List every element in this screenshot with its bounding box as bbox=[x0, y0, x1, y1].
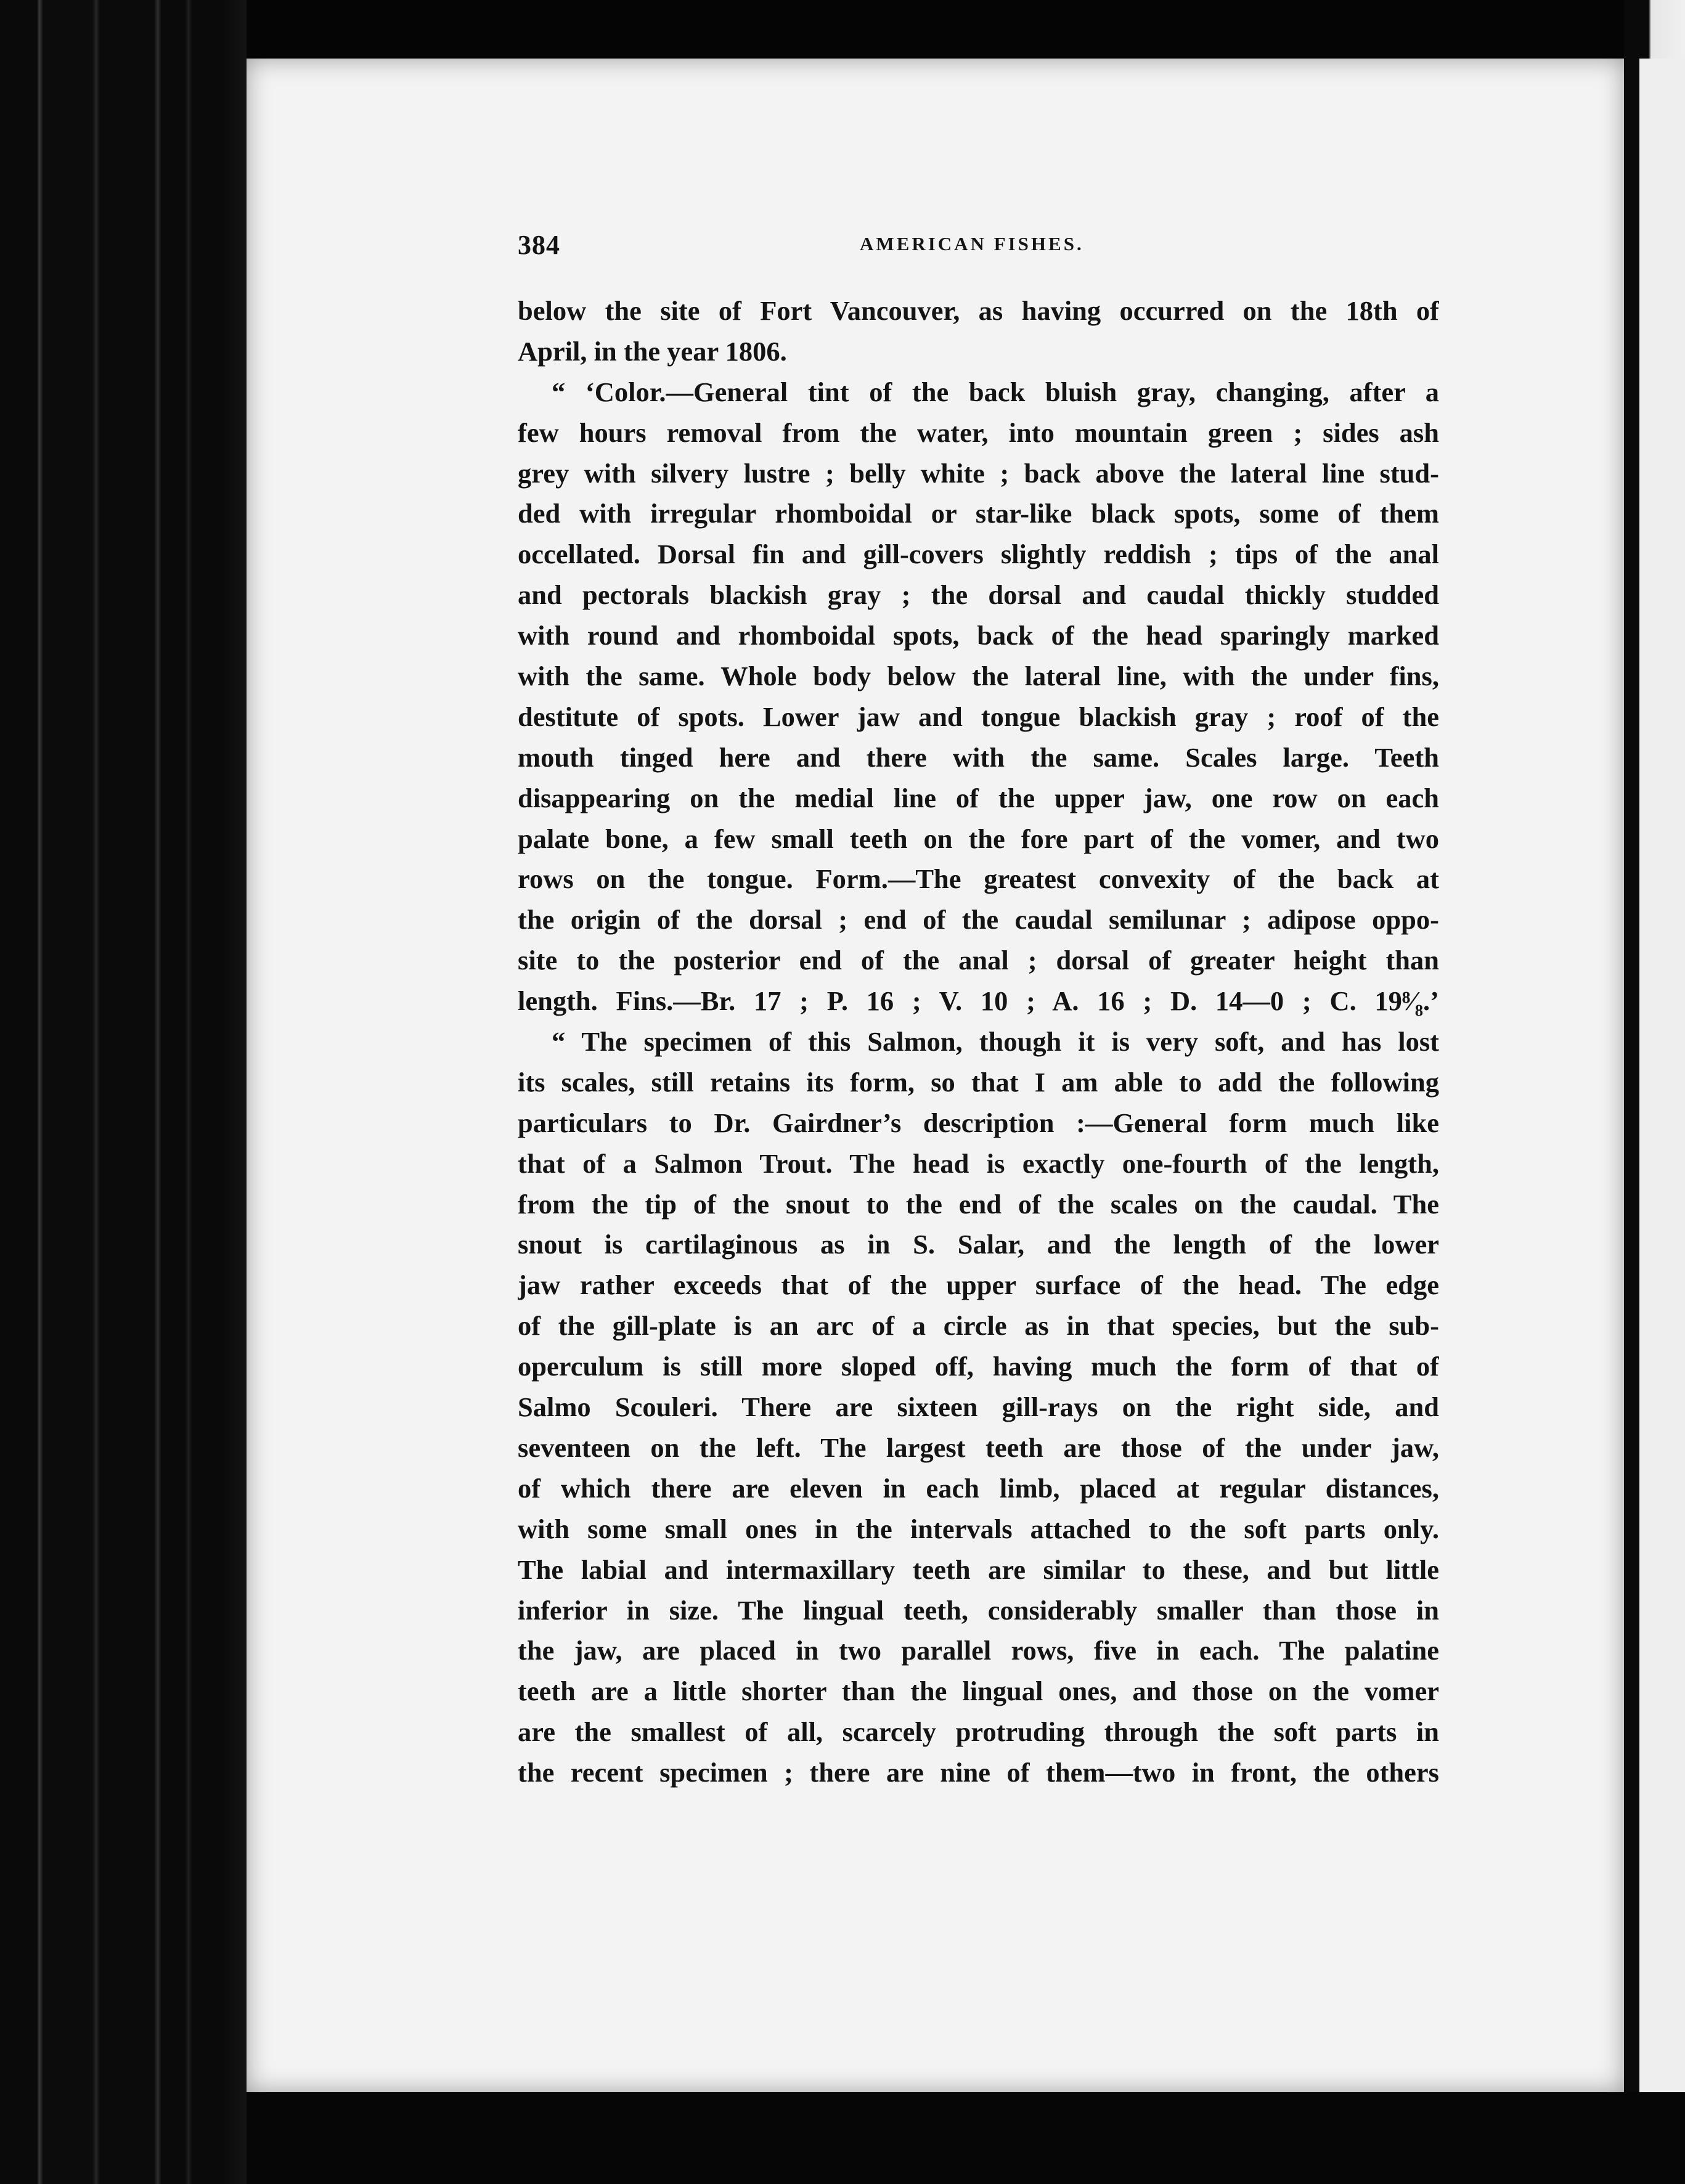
text-line: site to the posterior end of the anal ; dorsal of greater height than bbox=[518, 945, 1439, 976]
text-line: occellated. Dorsal fin and gill-covers slightly reddish ; tips of the anal bbox=[518, 539, 1439, 570]
text-line: April, in the year 1806. bbox=[518, 335, 787, 367]
text-line: from the tip of the snout to the end of the scales on the caudal. The bbox=[518, 1188, 1439, 1220]
text-line: destitute of spots. Lower jaw and tongue blackish gray ; roof of the bbox=[518, 701, 1439, 732]
text-line: the recent specimen ; there are nine of them—two in front, the others bbox=[518, 1757, 1439, 1788]
text-line: operculum is still more sloped off, having much the form of that of bbox=[518, 1351, 1439, 1382]
text-line: and pectorals blackish gray ; the dorsal and caudal thickly studded bbox=[518, 579, 1439, 611]
text-line: of which there are eleven in each limb, placed at regular distances, bbox=[518, 1472, 1439, 1504]
text-line: few hours removal from the water, into mountain green ; sides ash bbox=[518, 417, 1439, 448]
text-line: Salmo Scouleri. There are sixteen gill-rays on the right side, and bbox=[518, 1391, 1439, 1423]
text-line: “ ‘Color.—General tint of the back bluish gray, changing, after a bbox=[552, 376, 1439, 407]
text-line: The labial and intermaxillary teeth are similar to these, and but little bbox=[518, 1554, 1439, 1585]
text-line: particulars to Dr. Gairdner’s description :—General form much like bbox=[518, 1107, 1439, 1138]
text-line: palate bone, a few small teeth on the fore part of the vomer, and two bbox=[518, 823, 1439, 854]
text-line: of the gill-plate is an arc of a circle as in that species, but the sub- bbox=[518, 1310, 1439, 1342]
bottom-shadow bbox=[247, 2092, 1685, 2184]
running-title: AMERICAN FISHES. bbox=[860, 233, 1084, 255]
text-line: with round and rhomboidal spots, back of the head sparingly marked bbox=[518, 620, 1439, 651]
facing-page-margin bbox=[1639, 59, 1685, 2092]
text-line: the jaw, are placed in two parallel rows, five in each. The palatine bbox=[518, 1635, 1439, 1666]
text-line: teeth are a little shorter than the lingual ones, and those on the vomer bbox=[518, 1676, 1439, 1707]
text-line: rows on the tongue. Form.—The greatest convexity of the back at bbox=[518, 863, 1439, 895]
text-line: length. Fins.—Br. 17 ; P. 16 ; V. 10 ; A. 16 ; D. 14—0 ; C. 19⁸⁄₈.’ bbox=[518, 985, 1439, 1017]
text-line: jaw rather exceeds that of the upper surface of the head. The edge bbox=[518, 1269, 1439, 1301]
body-text bbox=[518, 291, 1439, 1793]
text-line: its scales, still retains its form, so that I am able to add the following bbox=[518, 1066, 1439, 1098]
text-line: grey with silvery lustre ; belly white ; back above the lateral line stud- bbox=[518, 457, 1439, 489]
page-number: 384 bbox=[518, 230, 560, 260]
page-header bbox=[518, 229, 1439, 272]
text-line: disappearing on the medial line of the upper jaw, one row on each bbox=[518, 782, 1439, 813]
text-line: inferior in size. The lingual teeth, considerably smaller than those in bbox=[518, 1594, 1439, 1626]
text-line: with some small ones in the intervals attached to the soft parts only. bbox=[518, 1513, 1439, 1544]
text-line: the origin of the dorsal ; end of the caudal semilunar ; adipose oppo- bbox=[518, 904, 1439, 935]
text-line: “ The specimen of this Salmon, though it is very soft, and has lost bbox=[552, 1026, 1439, 1057]
text-line: that of a Salmon Trout. The head is exactly one-fourth of the length, bbox=[518, 1147, 1439, 1179]
text-line: snout is cartilaginous as in S. Salar, and the length of the lower bbox=[518, 1229, 1439, 1260]
text-line: ded with irregular rhomboidal or star-like black spots, some of them bbox=[518, 498, 1439, 529]
binding-edge bbox=[0, 0, 247, 2184]
text-line: below the site of Fort Vancouver, as having occurred on the 18th of bbox=[518, 295, 1439, 326]
text-line: mouth tinged here and there with the same. Scales large. Teeth bbox=[518, 741, 1439, 773]
text-line: seventeen on the left. The largest teeth are those of the under jaw, bbox=[518, 1432, 1439, 1463]
text-line: with the same. Whole body below the lateral line, with the under fins, bbox=[518, 661, 1439, 692]
text-line: are the smallest of all, scarcely protruding through the soft parts in bbox=[518, 1716, 1439, 1748]
